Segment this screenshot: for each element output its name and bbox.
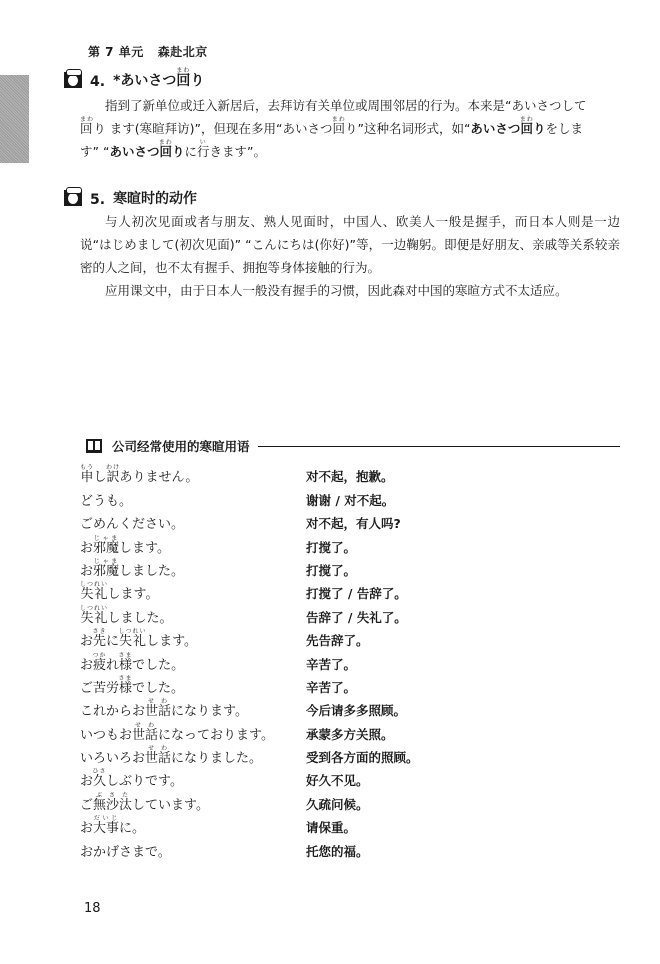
vocab-row [80,579,560,602]
face-icon [64,190,82,206]
paragraph: 与人初次见面或者与朋友、熟人见面时，中国人、欧美人一般是握手，而日本人则是一边说“はじめまして(初次见面)” “こんにちは(你好)”等，一边鞠躬。即便是好朋友、亲戚等关系较亲密的人之间，也不太有握手、拥抱等身体接触的行为。 [80,214,620,275]
vocab-japanese: 失礼しつれいします。 [80,581,159,603]
vocab-chinese: 好久不见。 [306,773,369,789]
section-greeting-gestures [64,180,620,302]
vocab-row [80,602,560,625]
vocab-japanese: お大事だいじに。 [80,815,146,837]
vocab-chinese: 打搅了。 [306,562,357,578]
vocab-chinese: 请保重。 [306,820,357,836]
vocab-japanese: お久ひさしぶりです。 [80,768,183,790]
vocab-japanese: どうも。 [80,493,133,509]
vocab-row [80,673,560,696]
vocab-row [80,813,560,836]
vocab-japanese: おかげさまで。 [80,844,171,860]
vocab-row [80,789,560,812]
vocab-row [80,626,560,649]
vocab-chinese: 今后请多多照顾。 [306,703,407,719]
vocab-row [80,743,560,766]
vocab-japanese: 申もうし訳わけありません。 [80,464,199,486]
vocab-chinese: 打搅了。 [306,539,357,555]
vocab-japanese: お先さきに失礼しつれいします。 [80,628,198,650]
chapter-side-tab [0,75,29,163]
vocab-list [80,462,560,860]
vocab-row [80,532,560,555]
vocab-row [80,719,560,742]
vocab-chinese: 辛苦了。 [306,679,357,695]
divider [258,446,620,447]
title-ruby: 回まわ [176,67,191,89]
page-number: 18 [84,901,101,916]
vocab-japanese: お疲つかれ様さまでした。 [80,651,185,673]
vocab-title: 公司经常使用的寒暄用语 [112,439,250,454]
vocab-japanese: 失礼しつれいしました。 [80,604,173,626]
section-number: 5. [90,192,106,208]
section-title [64,180,620,208]
vocab-chinese: 久疏问候。 [306,796,369,812]
unit-title: 森赴北京 [157,45,208,59]
vocab-row [80,836,560,859]
title-text: *あいさつ [113,73,177,89]
vocab-row [80,462,560,485]
vocab-header [86,437,620,455]
vocab-row [80,509,560,532]
vocab-japanese: お邪魔じゃましました。 [80,557,185,579]
vocab-japanese: ごめんください。 [80,517,185,533]
running-head [88,43,208,60]
vocab-chinese: 打搅了 / 告辞了。 [306,586,407,602]
vocab-chinese: 受到各方面的照顾。 [306,750,419,766]
title-text: 寒暄时的动作 [113,191,198,207]
vocab-chinese: 先告辞了。 [306,633,369,649]
vocab-japanese: ご無沙汰ぶさたしています。 [80,791,209,813]
section-title: 4. *あいさつ 回まわ り [64,62,620,90]
face-icon [64,72,82,88]
vocab-chinese: 告辞了 / 失礼了。 [306,609,407,625]
paragraph: 指到了新单位或迁入新居后，去拜访有关单位或周围邻居的行为。本来是“あいさつして 回まわり ます(寒暄拜访)”，但现在多用“あいさつ回まわり”这种名词形式，如“あいさつ回まわりをしま す” “あいさつ回まわりに行いきます”。 [80,98,587,159]
vocab-japanese: いつもお世話せわになっております。 [80,721,274,743]
vocab-row [80,485,560,508]
section-number: 4. [90,74,106,90]
vocab-chinese: 托您的福。 [306,843,369,859]
vocab-chinese: 辛苦了。 [306,656,357,672]
vocab-row [80,649,560,672]
vocab-japanese: これからお世話せわになります。 [80,698,248,720]
vocab-chinese: 承蒙多方关照。 [306,726,394,742]
vocab-chinese: 对不起，抱歉。 [306,469,394,485]
vocab-japanese: お邪魔じゃまします。 [80,534,170,556]
section-aisatsu-mawari [64,62,620,163]
vocab-japanese: ご苦労様さまでした。 [80,674,185,696]
vocab-row [80,556,560,579]
vocab-row [80,696,560,719]
vocab-japanese: いろいろお世話せわになりました。 [80,745,263,767]
vocab-chinese: 对不起，有人吗? [306,516,401,532]
unit-label: 第 7 单元 [88,45,144,59]
book-icon [86,439,102,453]
vocab-row [80,766,560,789]
paragraph: 应用课文中，由于日本人一般没有握手的习惯，因此森对中国的寒暄方式不太适应。 [105,283,568,298]
vocab-chinese: 谢谢 / 对不起。 [306,492,395,508]
